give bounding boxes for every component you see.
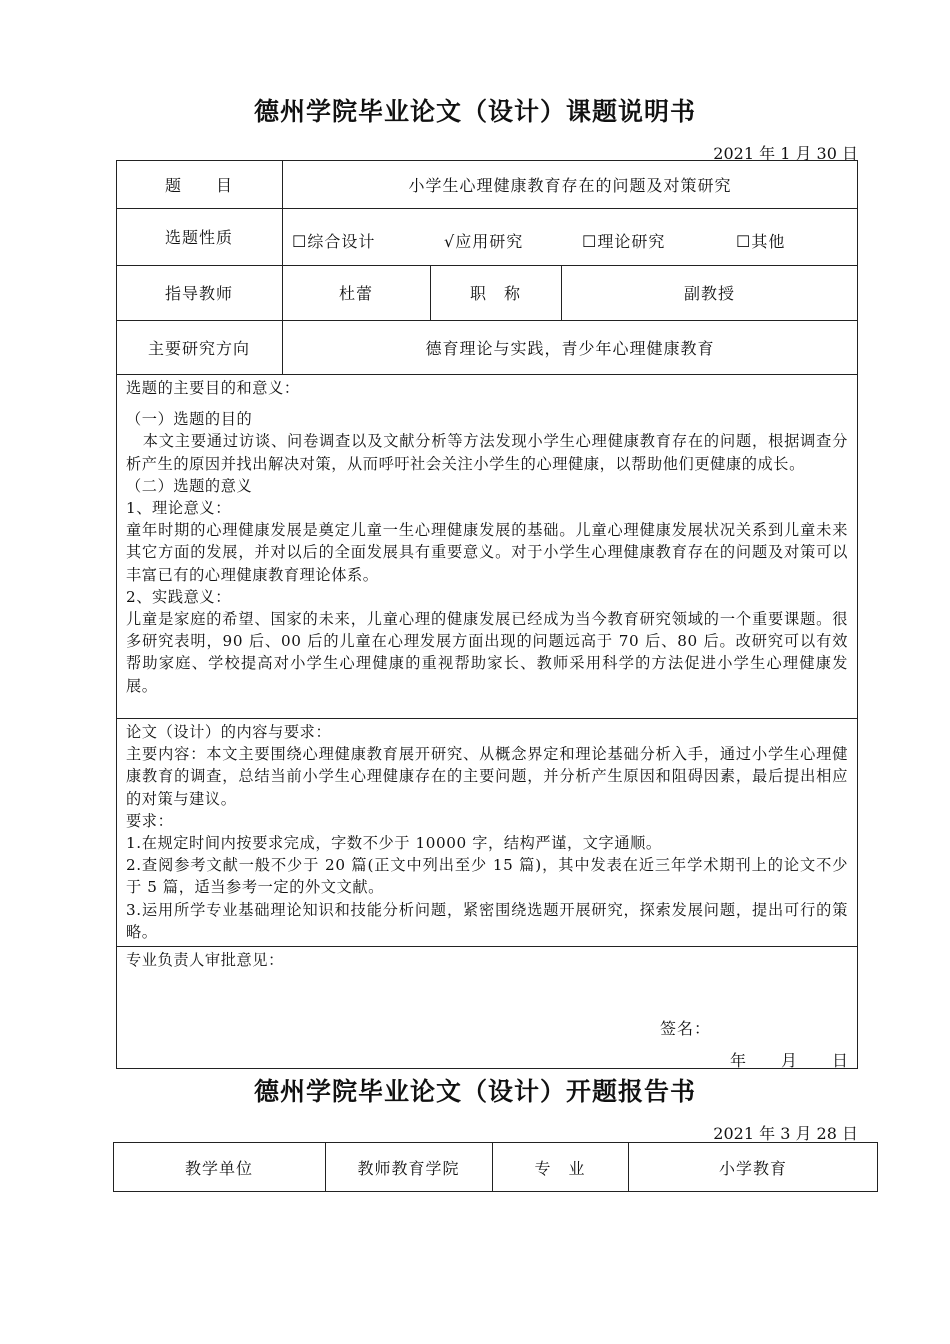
requirement-2: 2.查阅参考文献一般不少于 20 篇(正文中列出至少 15 篇)，其中发表在近三年学术期刊上的论文不少于 5 篇，适当参考一定的外文文献。 xyxy=(126,856,848,897)
requirement-3: 3.运用所学专业基础理论知识和技能分析问题，紧密围绕选题开展研究，探索发展问题，提出可行的策略。 xyxy=(126,900,848,941)
topic-value: 小学生心理健康教育存在的问题及对策研究 xyxy=(408,175,732,195)
nature-label: 选题性质 xyxy=(164,228,233,247)
unit-value: 教师教育学院 xyxy=(357,1158,460,1178)
theory-title: 1、理论意义： xyxy=(126,499,231,518)
major-label: 专 业 xyxy=(534,1158,586,1178)
content-main-text: 主要内容：本文主要围绕心理健康教育展开研究、从概念界定和理论基础分析入手，通过小学生心理健康教育的调查，总结当前小学生心理健康存在的主要问题，并分析产生原因和阻碍因素，最后提出相应的对策与建议。 xyxy=(126,745,848,808)
content-section xyxy=(126,721,848,943)
purpose-heading: 选题的主要目的和意义： xyxy=(126,379,300,397)
option-applied-research[interactable]: √应用研究 xyxy=(444,232,524,251)
requirements-title: 要求： xyxy=(126,811,174,830)
meaning-title: （二）选题的意义 xyxy=(126,476,253,495)
major-value: 小学教育 xyxy=(718,1158,787,1178)
doc1-title: 德州学院毕业论文（设计）课题说明书 xyxy=(253,97,696,126)
purpose-text: 本文主要通过访谈、问卷调查以及文献分析等方法发现小学生心理健康教育存在的问题，根据调查分析产生的原因并找出解决对策，从而呼吁社会关注小学生的心理健康，以帮助他们更健康的成长。 xyxy=(126,432,848,473)
direction-value: 德育理论与实践，青少年心理健康教育 xyxy=(425,338,715,358)
doc2-date: 2021 年 3 月 28 日 xyxy=(713,1124,858,1143)
direction-label: 主要研究方向 xyxy=(147,338,250,358)
topic-label: 题 目 xyxy=(164,175,233,195)
content-heading: 论文（设计）的内容与要求： xyxy=(126,723,332,741)
requirement-1: 1.在规定时间内按要求完成，字数不少于 10000 字，结构严谨，文字通顺。 xyxy=(126,834,662,853)
doc1-date: 2021 年 1 月 30 日 xyxy=(713,144,858,163)
practice-text: 儿童是家庭的希望、国家的未来，儿童心理的健康发展已经成为当今教育研究领域的一个重要课题。很多研究表明，90 后、00 后的儿童在心理发展方面出现的问题远高于 70 后、80 后。改研究可以有效帮助家庭、学校提高对小学生心理健康的重视帮助家长、教师采用科学的方法促进小学生心理健康发展。 xyxy=(126,610,848,695)
theory-text: 童年时期的心理健康发展是奠定儿童一生心理健康发展的基础。儿童心理健康发展状况关系到儿童未来其它方面的发展，并对以后的全面发展具有重要意义。对于小学生心理健康教育存在的问题及对策可以丰富已有的心理健康教育理论体系。 xyxy=(126,521,848,584)
advisor-value: 杜蕾 xyxy=(338,284,373,303)
approval-heading: 专业负责人审批意见： xyxy=(126,951,284,969)
option-theoretical-research[interactable]: ☐理论研究 xyxy=(582,232,666,251)
advisor-label: 指导教师 xyxy=(164,284,233,303)
rank-value: 副教授 xyxy=(683,284,735,303)
option-other[interactable]: ☐其他 xyxy=(736,232,786,251)
practice-title: 2、实践意义： xyxy=(126,587,231,606)
purpose-section xyxy=(126,377,848,697)
approval-date: 年 月 日 xyxy=(730,1051,850,1070)
doc2-title: 德州学院毕业论文（设计）开题报告书 xyxy=(253,1077,696,1106)
signature-label: 签名： xyxy=(660,1019,712,1038)
purpose-title: （一）选题的目的 xyxy=(126,410,253,429)
rank-label: 职 称 xyxy=(469,284,521,303)
option-comprehensive-design[interactable]: ☐综合设计 xyxy=(292,232,376,251)
unit-label: 教学单位 xyxy=(184,1158,253,1178)
